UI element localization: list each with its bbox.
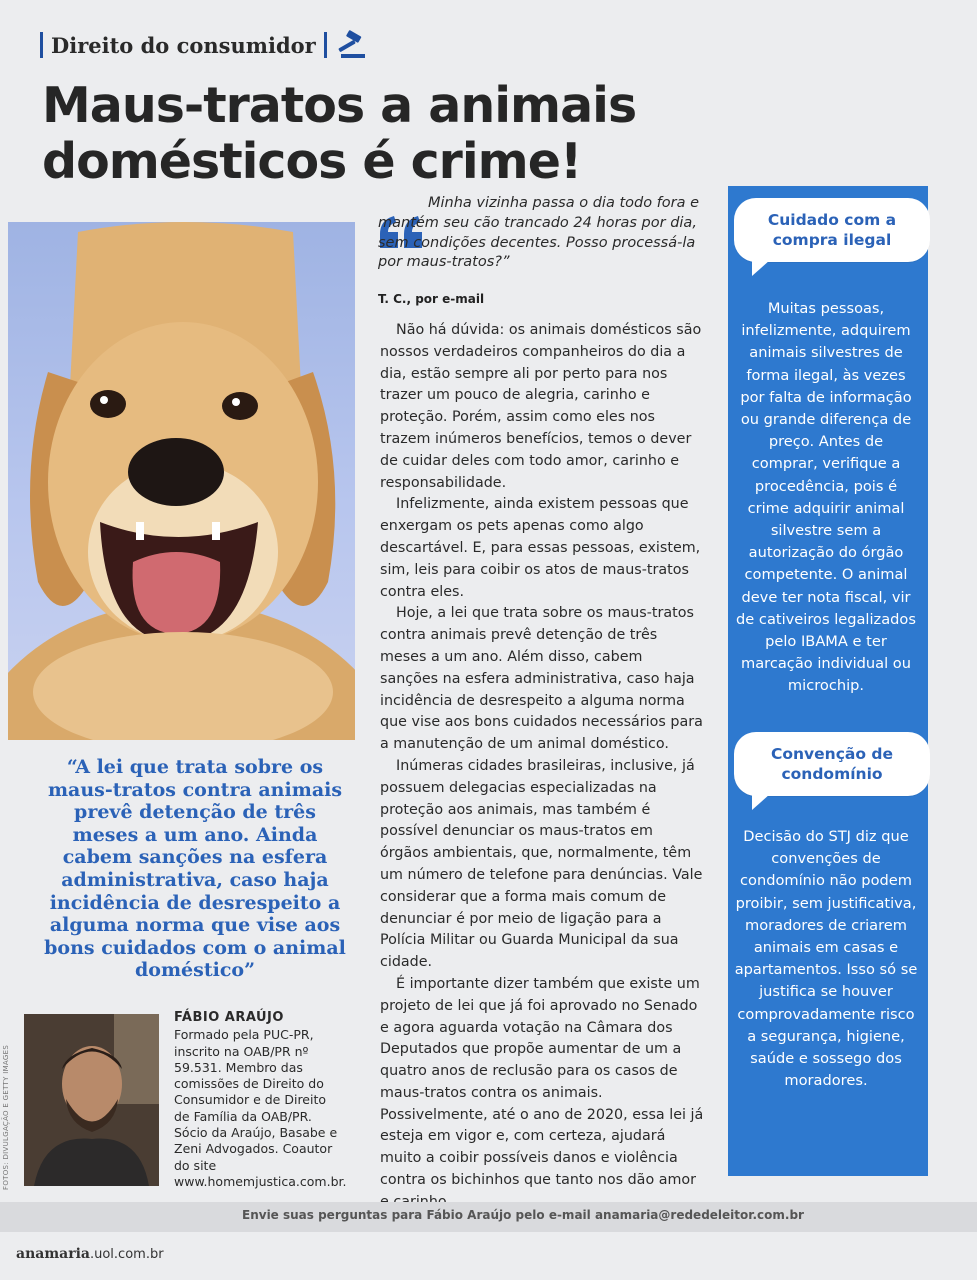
bubble-tail-1: [752, 260, 770, 276]
author-avatar: [24, 1014, 159, 1186]
dog-illustration: [8, 222, 355, 740]
brand-name: anamaria: [16, 1246, 90, 1262]
author-block: [174, 1010, 347, 1190]
dog-photo: [8, 222, 355, 740]
sidebar-heading-2: Convenção de condomínio: [770, 745, 893, 783]
author-name: FÁBIO ARAÚJO: [174, 1010, 284, 1025]
body-paragraph: Inúmeras cidades brasileiras, inclusive, já possuem delegacias especializadas na proteção aos animais, mas também é possível denunciar os maus-tratos em órgãos ambientais, que, normalmente, têm um número de telefone para denúncias. Vale considerar que a forma mais comum de denunciar é por meio de ligação para a Polícia Militar ou Guarda Municipal da sua cidade.: [380, 757, 703, 971]
sidebar-text-2: Decisão do STJ diz que convenções de condomínio não podem proibir, sem justificativa, moradores de criarem animais em casas e apartamentos. Isso só se justifica se houver comprovadamente risco a segurança, higiene, saúde e sossego dos moradores.: [734, 828, 918, 1090]
title-line-1: Maus-tratos a animais: [42, 77, 637, 134]
sidebar-heading-bubble-1: [734, 198, 930, 262]
body-paragraph: Infelizmente, ainda existem pessoas que enxergam os pets apenas como algo descartável. E, para essas pessoas, existem, sim, leis para coibir os atos de maus-tratos contra eles.: [380, 496, 701, 600]
brand-site: .uol.com.br: [89, 1247, 164, 1262]
reader-question: [378, 194, 703, 273]
section-bar-left: [40, 32, 43, 58]
footer-text: Envie suas perguntas para Fábio Araújo pelo e-mail anamaria@rededeleitor.com.br: [242, 1208, 804, 1222]
reader-question-text: Minha vizinha passa o dia todo fora e mantém seu cão trancado 24 horas por dia, sem condições decentes. Posso processá-la por maus-tratos?”: [378, 195, 700, 271]
article-title: [42, 78, 682, 190]
pull-quote: “A lei que trata sobre os maus-tratos contra animais prevê detenção de três meses a um ano. Ainda cabem sanções na esfera administrativa, caso haja incidência de desrespeito a alguma norma que vise aos bons cuidados com o animal doméstico”: [44, 756, 346, 982]
article-body: [380, 320, 705, 1214]
body-paragraph: Hoje, a lei que trata sobre os maus-tratos contra animais prevê detenção de três meses a um ano. Além disso, cabem sanções na esfera administrativa, caso haja incidência de desrespeito a alguma norma que vise aos bons cuidados necessários para a manutenção de um animal doméstico.: [380, 605, 703, 753]
title-line-2: domésticos é crime!: [42, 133, 582, 190]
reader-signature: T. C., por e-mail: [378, 292, 485, 306]
author-portrait: [24, 1014, 159, 1186]
brand-footer: [16, 1246, 164, 1262]
body-paragraph: Não há dúvida: os animais domésticos são nossos verdadeiros companheiros do dia a dia, estão sempre ali por perto para nos trazer um pouco de alegria, carinho e proteção. Porém, assim como eles nos trazem inúmeros benefícios, temos o dever de cuidar deles com todo amor, carinho e responsabilidade.: [380, 322, 702, 491]
section-bar-right: [324, 32, 327, 58]
sidebar-heading-bubble-2: [734, 732, 930, 796]
author-bio: Formado pela PUC-PR, inscrito na OAB/PR nº 59.531. Membro das comissões de Direito do Consumidor e de Direito de Família da OAB/PR. Sócio da Araújo, Basabe e Zeni Advogados. Coautor do site www.homemjustica.com.br.: [174, 1027, 347, 1189]
gavel-icon: [335, 30, 369, 60]
sidebar-text-1: Muitas pessoas, infelizmente, adquirem animais silvestres de forma ilegal, às vezes por falta de informação ou grande diferença de preço. Antes de comprar, verifique a procedência, pois é crime adquirir animal silvestre sem a autorização do órgão competente. O animal deve ter nota fiscal, vir de cativeiros legalizados pelo IBAMA e ter marcação individual ou microchip.: [736, 300, 916, 695]
body-paragraph: É importante dizer também que existe um projeto de lei que já foi aprovado no Senado e agora aguarda votação na Câmara dos Deputados que propõe aumentar de um a quatro anos de reclusão para os casos de maus-tratos contra os animais. Possivelmente, até o ano de 2020, essa lei já esteja em vigor e, com certeza, ajudará muito a coibir possíveis danos e violência contra os bichinhos que tanto nos dão amor: [380, 975, 704, 1189]
section-header: [40, 30, 369, 60]
sidebar-heading-1: Cuidado com a compra ilegal: [767, 211, 897, 249]
bubble-tail-2: [752, 794, 770, 810]
section-label: Direito do consumidor: [51, 32, 316, 58]
photo-credit: FOTOS: DIVULGAÇÃO E GETTY IMAGES: [2, 1044, 10, 1190]
